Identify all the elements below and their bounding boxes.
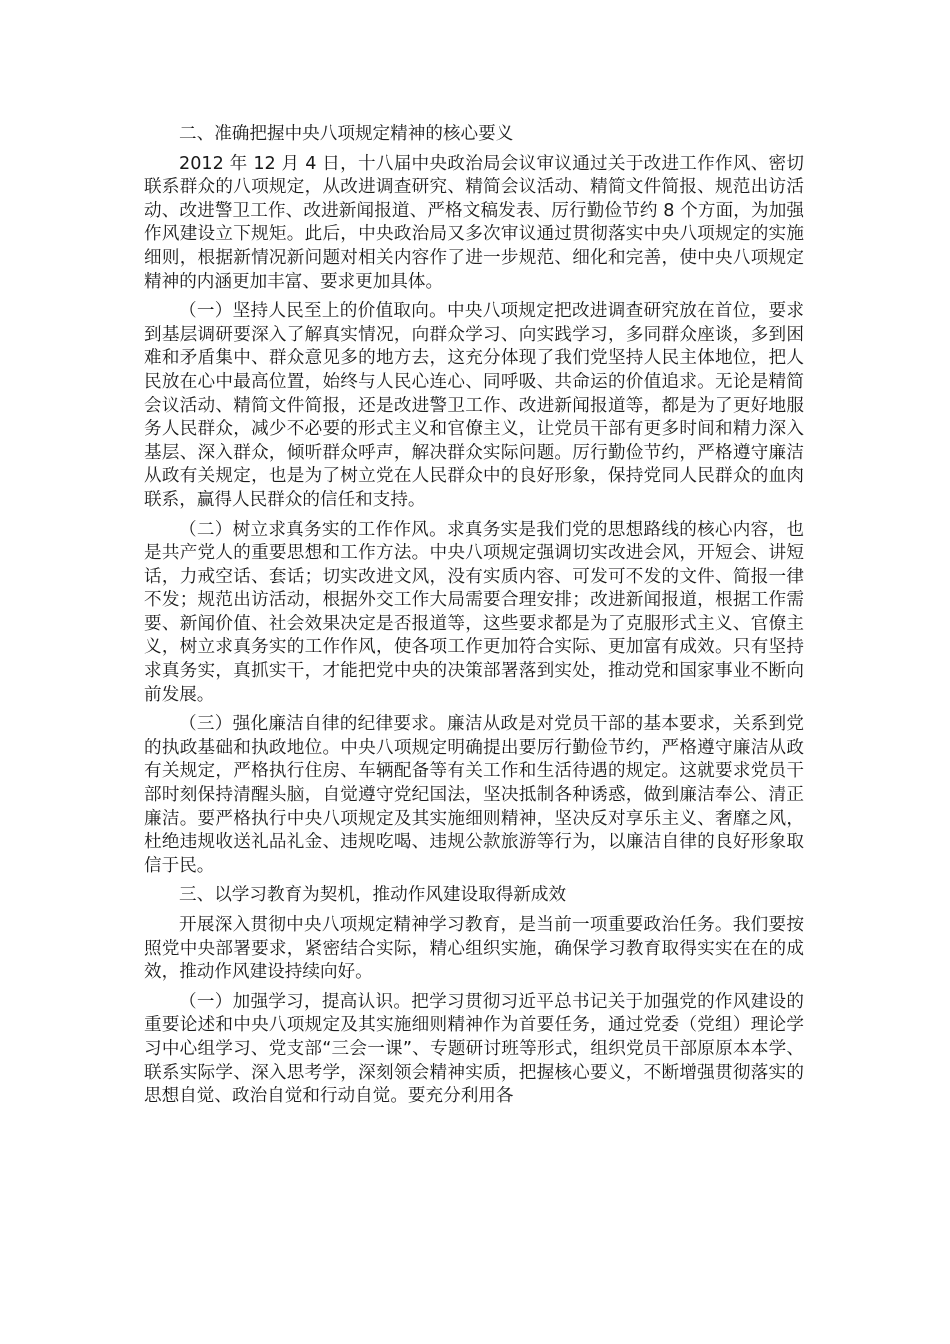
document-page xyxy=(144,123,804,1115)
paragraph-2-3: （三）强化廉洁自律的纪律要求。廉洁从政是对党员干部的基本要求，关系到党的执政基础和执政地位。中央八项规定明确提出要厉行勤俭节约，严格遵守廉洁从政有关规定，严格执行住房、车辆配备等有关工作和生活待遇的规定。这就要求党员干部时刻保持清醒头脑，自觉遵守党纪国法，坚决抵制各种诱惑，做到廉洁奉公、清正廉洁。要严格执行中央八项规定及其实施细则精神，坚决反对享乐主义、奢靡之风，杜绝违规收送礼品礼金、违规吃喝、违规公款旅游等行为，以廉洁自律的良好形象取信于民。 xyxy=(144,714,804,876)
paragraph-2-2: （二）树立求真务实的工作作风。求真务实是我们党的思想路线的核心内容，也是共产党人的重要思想和工作方法。中央八项规定强调切实改进会风，开短会、讲短话，力戒空话、套话；切实改进文风，没有实质内容、可发可不发的文件、简报一律不发；规范出访活动，根据外交工作大局需要合理安排；改进新闻报道，根据工作需要、新闻价值、社会效果决定是否报道等，这些要求都是为了克服形式主义、官僚主义，树立求真务实的工作作风，使各项工作更加符合实际、更加富有成效。只有坚持求真务实，真抓实干，才能把党中央的决策部署落到实处，推动党和国家事业不断向前发展。 xyxy=(144,519,804,705)
section-heading-2: 二、准确把握中央八项规定精神的核心要义 xyxy=(179,124,514,144)
paragraph-2-1: （一）坚持人民至上的价值取向。中央八项规定把改进调查研究放在首位，要求到基层调研要深入了解真实情况，向群众学习、向实践学习，多同群众座谈，多到困难和矛盾集中、群众意见多的地方去，这充分体现了我们党坚持人民主体地位，把人民放在心中最高位置，始终与人民心连心、同呼吸、共命运的价值追求。无论是精简会议活动、精简文件简报，还是改进警卫工作、改进新闻报道等，都是为了更好地服务人民群众，减少不必要的形式主义和官僚主义，让党员干部有更多时间和精力深入基层、深入群众，倾听群众呼声，解决群众实际问题。厉行勤俭节约，严格遵守廉洁从政有关规定，也是为了树立党在人民群众中的良好形象，保持党同人民群众的血肉联系，赢得人民群众的信任和支持。 xyxy=(144,301,804,510)
paragraph-intro-2: 2012 年 12 月 4 日，十八届中央政治局会议审议通过关于改进工作作风、密切联系群众的八项规定，从改进调查研究、精简会议活动、精简文件简报、规范出访活动、改进警卫工作、改进新闻报道、严格文稿发表、厉行勤俭节约 8 个方面，为加强作风建设立下规矩。此后，中央政治局又多次审议通过贯彻落实中央八项规定的实施细则，根据新情况新问题对相关内容作了进一步规范、细化和完善，使中央八项规定精神的内涵更加丰富、要求更加具体。 xyxy=(144,153,804,292)
section-heading-3: 三、以学习教育为契机，推动作风建设取得新成效 xyxy=(179,885,567,906)
paragraph-intro-3: 开展深入贯彻中央八项规定精神学习教育，是当前一项重要政治任务。我们要按照党中央部署要求，紧密结合实际，精心组织实施，确保学习教育取得实实在在的成效，推动作风建设持续向好。 xyxy=(144,915,804,983)
paragraph-3-1: （一）加强学习，提高认识。把学习贯彻习近平总书记关于加强党的作风建设的重要论述和中央八项规定及其实施细则精神作为首要任务，通过党委（党组）理论学习中心组学习、党支部“三会一课”、专题研讨班等形式，组织党员干部原原本本学、联系实际学、深入思考学，深刻领会精神实质，把握核心要义，不断增强贯彻落实的思想自觉、政治自觉和行动自觉。要充分利用各 xyxy=(144,991,804,1107)
